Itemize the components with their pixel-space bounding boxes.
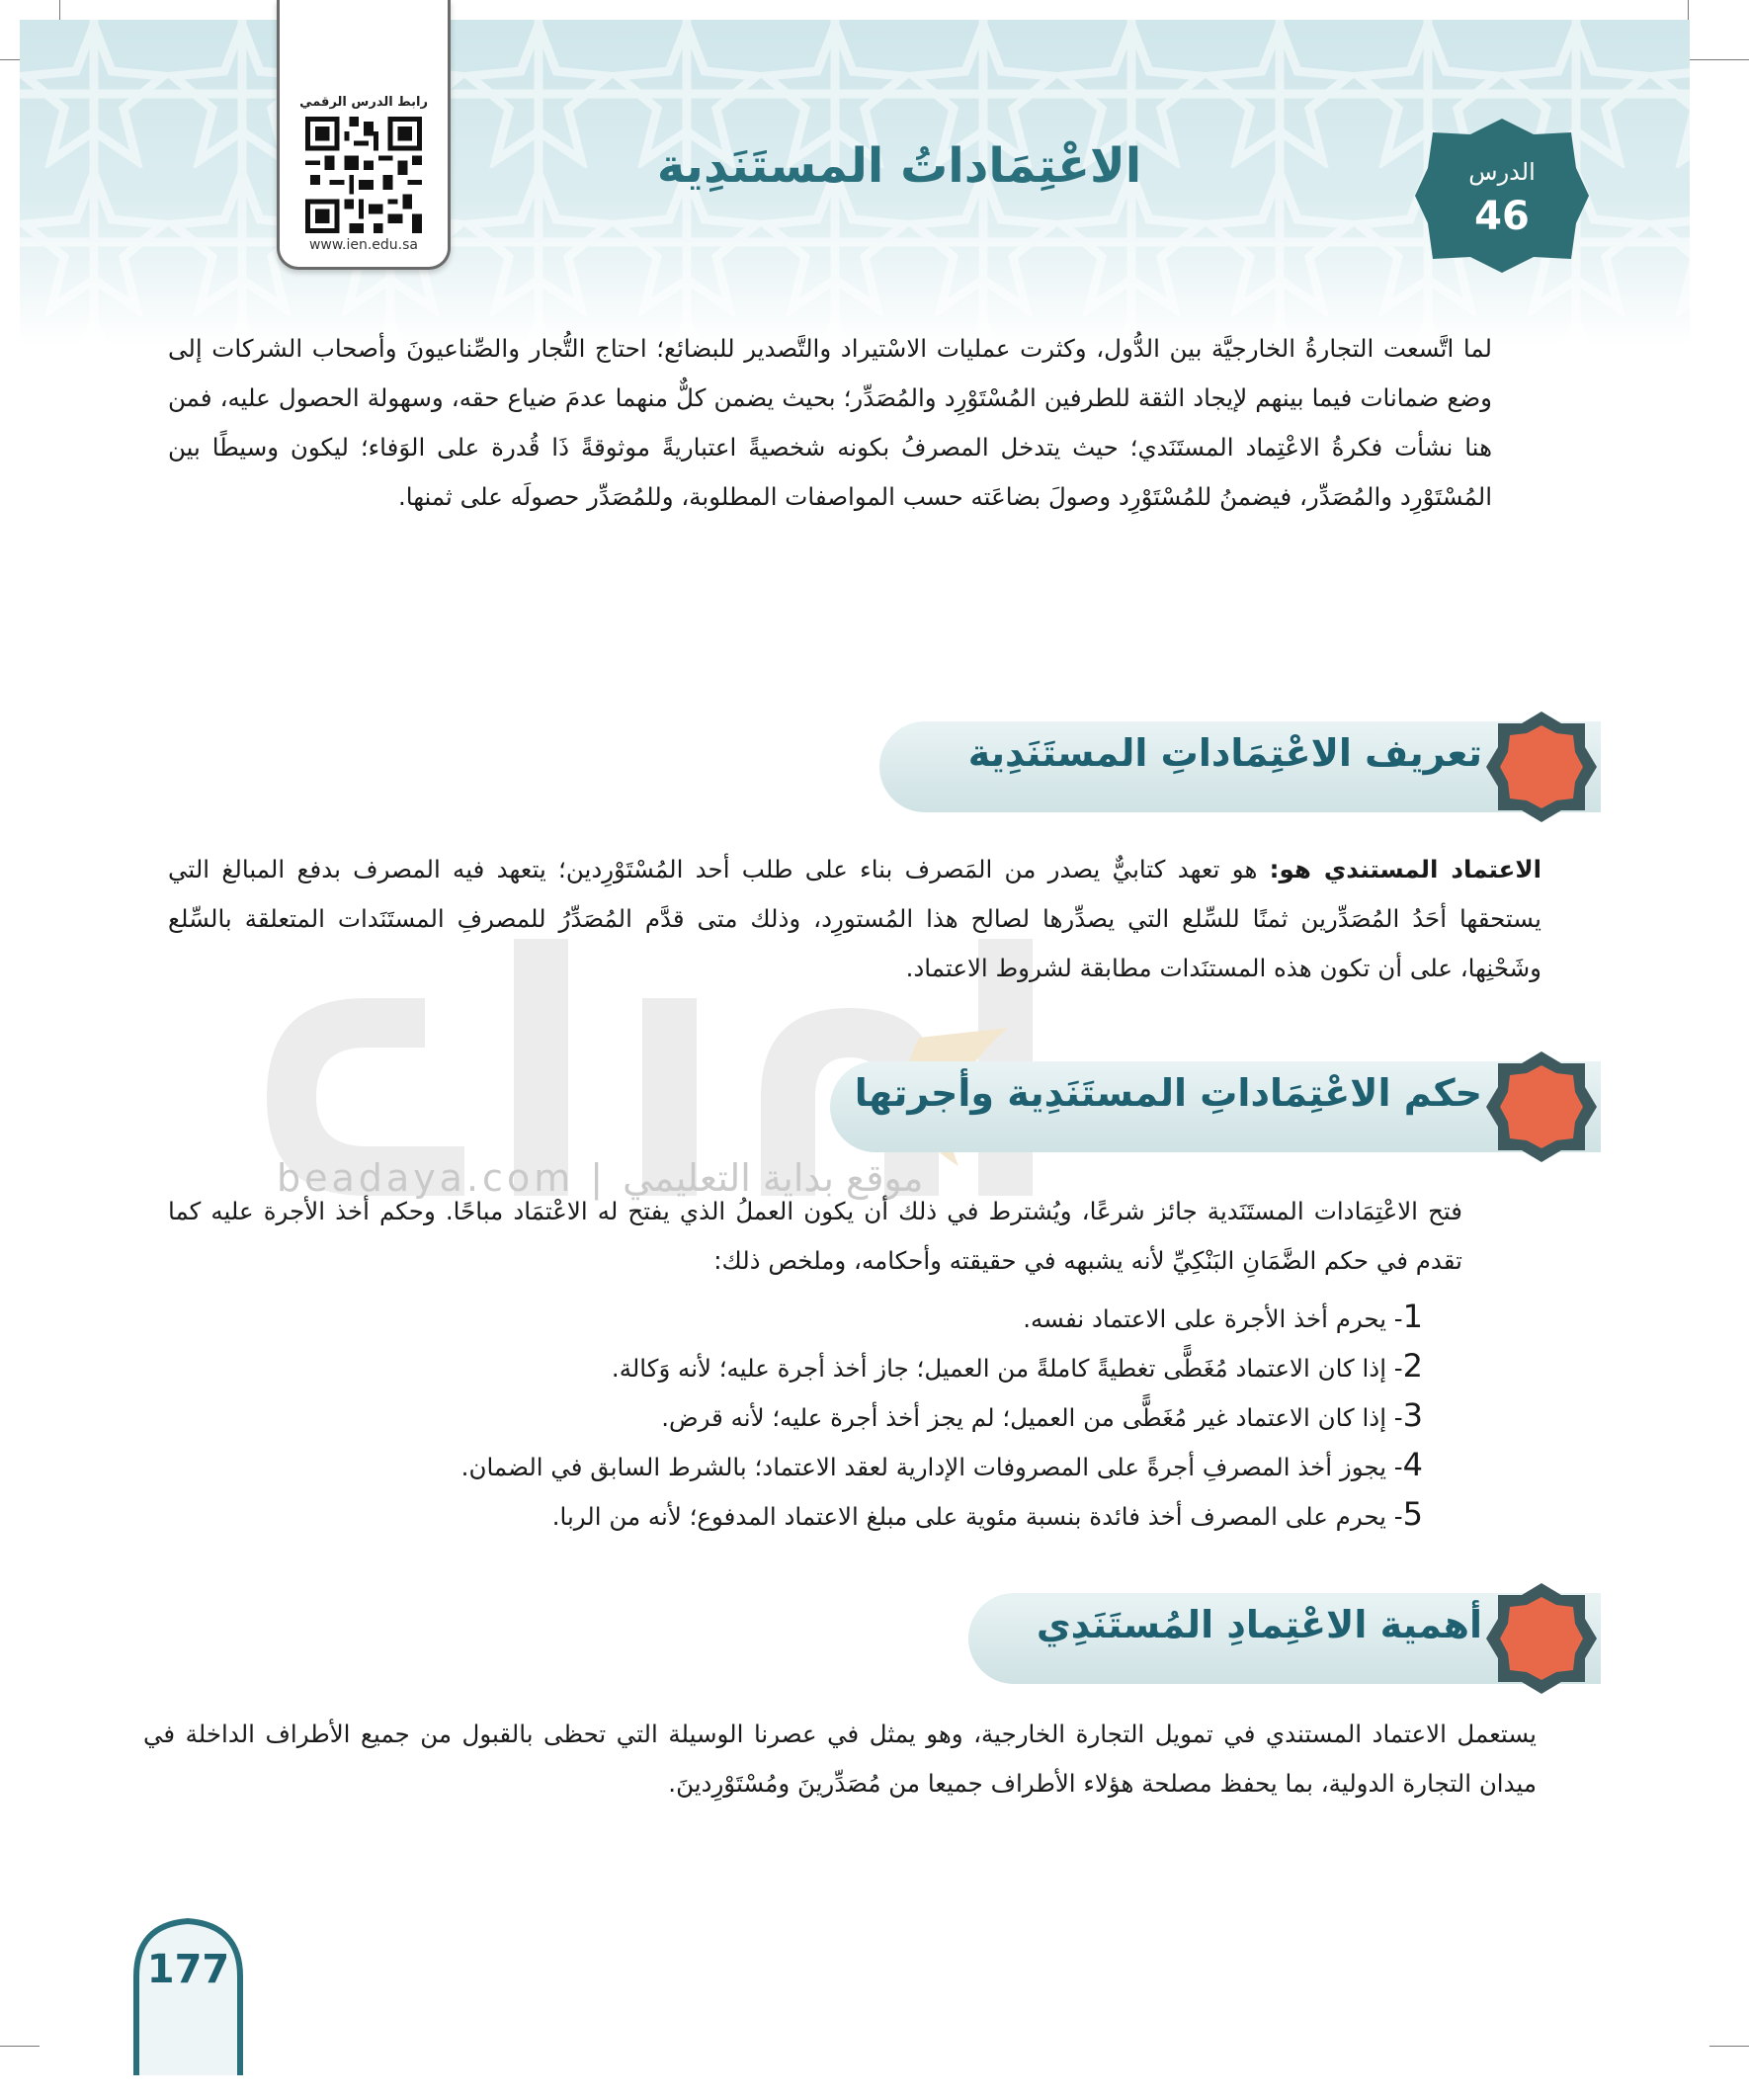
definition-body: هو تعهد كتابيٌّ يصدر من المَصرف بناء على طلب أحد المُسْتَوْرِدين؛ يتعهد فيه المصرف بدفع المبالغ التي يستحقها أحَدُ المُصَدِّرين ثمنًا للسِّلع التي يصدِّرها لصالح هذا المُستورِد، وذلك متى قدَّم المُصَدِّرُ للمصرفِ المستَنَدات المتعلقة بالسِّلع وشَحْنِها، على أن تكون هذه المستنَدات مطابقة لشروط الاعتماد. [168, 855, 1541, 982]
section-title-importance: أهمية الاعْتِمادِ المُستَنَدِي [1036, 1603, 1482, 1646]
crop-mark [0, 2046, 40, 2047]
page-number-tab [131, 1917, 245, 2075]
ruling-paragraph: فتح الاعْتِمَادات المستَنَدية جائز شرعًا، ويُشترط في ذلك أن يكون العملُ الذي يفتح له الاعْتمَاد مباحًا. وحكم أخذ الأجرة عليه كما تقدم في حكم الضَّمَانِ البَنْكِيِّ لأنه يشبهه في حقيقته وأحكامه، وملخص ذلك: [168, 1197, 1462, 1275]
definition-term: الاعتماد المستندي هو: [1269, 855, 1541, 883]
watermark-text: beadaya.com | موقع بداية التعليمي [277, 1156, 924, 1200]
octagon-bullet-icon [1482, 1048, 1601, 1166]
qr-url[interactable]: www.ien.edu.sa [308, 237, 419, 253]
crop-mark [1709, 2046, 1749, 2047]
qr-label: رابط الدرس الرقمي [299, 95, 428, 110]
list-item: 1- يحرم أخذ الأجرة على الاعتماد نفسه. [1023, 1298, 1423, 1335]
lesson-number: 46 [1474, 194, 1530, 239]
lesson-badge [1413, 117, 1591, 275]
lesson-label: الدرس [1468, 158, 1536, 186]
importance-paragraph: يستعمل الاعتماد المستندي في تمويل التجارة الخارجية، وهو يمثل في عصرنا الوسيلة التي تحظى بالقبول من جميع الأطراف الداخلة في ميدان التجارة الدولية، بما يحفظ مصلحة هؤلاء الأطراف جميعا من مُصَدِّرينَ ومُسْتَوْرِدينَ. [143, 1720, 1537, 1798]
page-number: 177 [146, 1947, 230, 1992]
section-header-importance [968, 1579, 1601, 1698]
octagon-bullet-icon [1482, 1579, 1601, 1698]
crop-mark [1690, 59, 1749, 60]
list-item: 5- يحرم على المصرف أخذ فائدة بنسبة مئوية على مبلغ الاعتماد المدفوع؛ لأنه من الربا. [551, 1495, 1423, 1533]
octagon-bullet-icon [1482, 708, 1601, 826]
qr-card[interactable] [277, 0, 451, 270]
section-header-definition [879, 708, 1601, 826]
list-item: 2- إذا كان الاعتماد مُغَطًّى تغطيةً كاملةً من العميل؛ جاز أخذ أجرة عليه؛ لأنه وَكالة. [611, 1347, 1423, 1385]
definition-paragraph [168, 845, 1541, 993]
ruling-list [435, 1292, 1423, 1539]
section-title-definition: تعريف الاعْتِمَاداتِ المستَنَدِية [967, 731, 1482, 775]
intro-paragraph: لما اتَّسعت التجارةُ الخارجيَّة بين الدُّول، وكثرت عمليات الاسْتيراد والتَّصدير للبضائع؛ احتاج التُّجار والصِّناعيونَ وأصحاب الشركات إلى وضع ضمانات فيما بينهم لإيجاد الثقة للطرفين المُسْتَوْرِد والمُصَدِّر؛ بحيث يضمن كلٌّ منهما عدمَ ضياع حقه، وسهولة الحصول عليه، فمن هنا نشأت فكرةُ الاعْتِماد المستَنَدي؛ حيث يتدخل المصرفُ بكونه شخصيةً اعتباريةً موثوقةً ذَا قُدرة على الوَفاء؛ ليكون وسيطًا بين المُسْتَوْرِد والمُصَدِّر، فيضمنُ للمُسْتَوْرِد وصولَ بضاعَته حسب المواصفات المطلوبة، وللمُصَدِّر حصولَه على ثمنها. [168, 334, 1492, 511]
list-item: 3- إذا كان الاعتماد غير مُغَطًّى من العميل؛ لم يجز أخذ أجرة عليه؛ لأنه قرض. [661, 1396, 1423, 1434]
lesson-title: الاعْتِمَاداتُ المستَنَدِية [656, 138, 1142, 194]
section-title-ruling: حكم الاعْتِمَاداتِ المستَنَدِية وأجرتها [854, 1071, 1482, 1115]
qr-code-icon[interactable] [304, 117, 423, 233]
list-item: 4- يجوز أخذ المصرفِ أجرةً على المصروفات الإدارية لعقد الاعتماد؛ بالشرط السابق في الضمان. [460, 1446, 1423, 1483]
section-header-ruling [830, 1048, 1601, 1166]
